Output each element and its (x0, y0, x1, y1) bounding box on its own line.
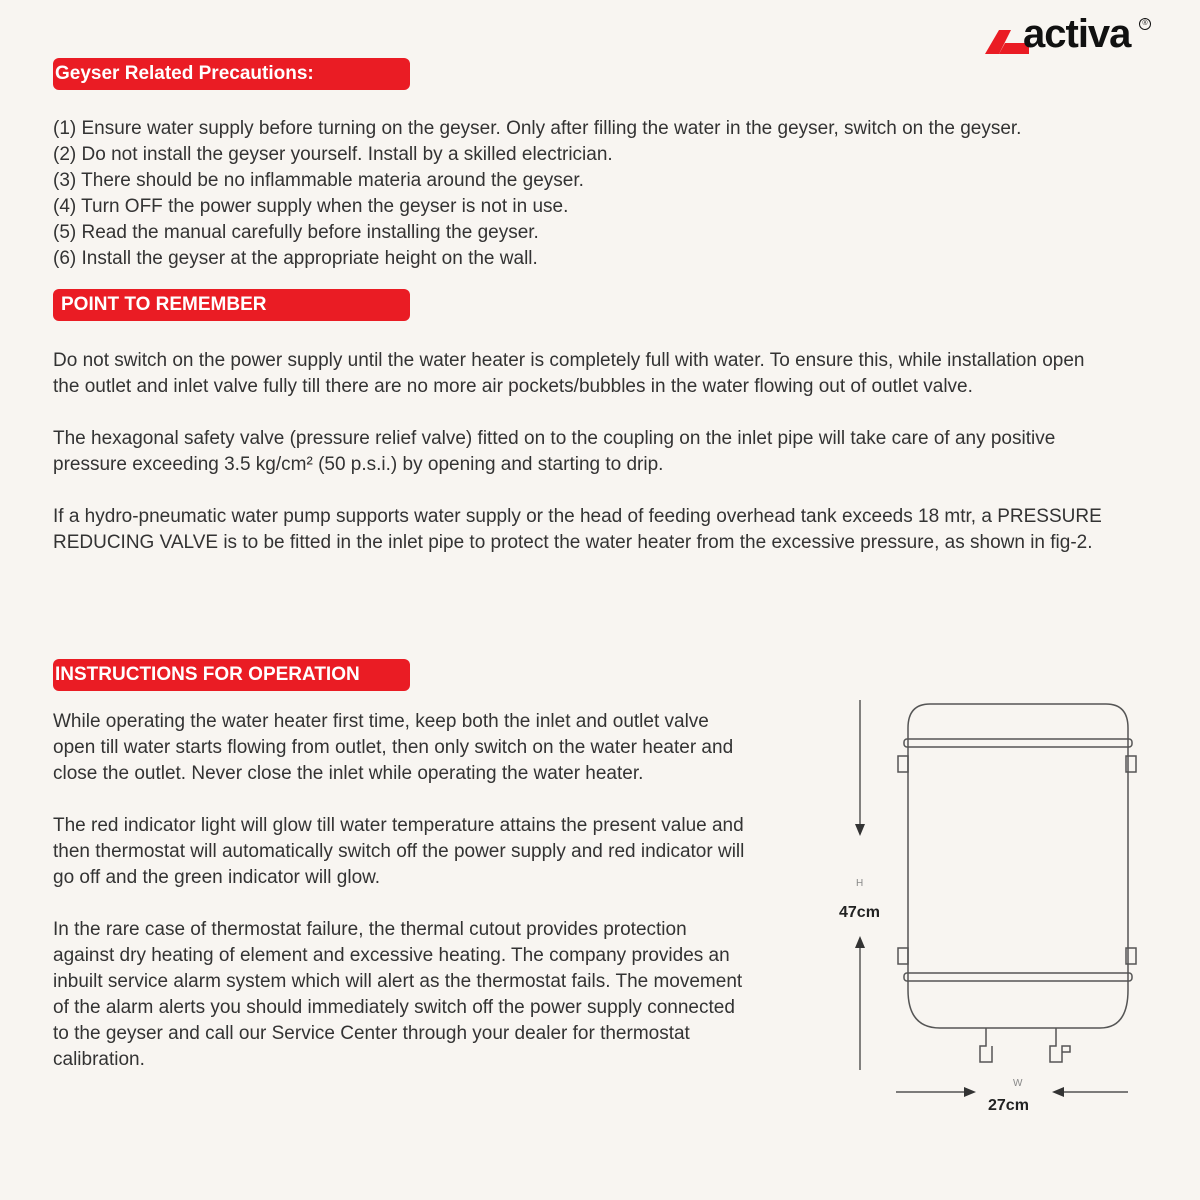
height-value: 47cm (839, 904, 880, 921)
remember-paragraph: Do not switch on the power supply until the water heater is completely full with water. To ensure this, while installation open the outlet and inlet valve fully till there are no more air pockets/bubbles in the water flowing out of outlet valve. (53, 350, 1085, 397)
logo-wordmark: activa (1023, 12, 1131, 56)
brand-logo (985, 12, 1160, 58)
list-item: (3) There should be no inflammable materia around the geyser. (53, 170, 584, 191)
operation-block (53, 709, 748, 1099)
precautions-header (53, 58, 410, 90)
list-item: (5) Read the manual carefully before installing the geyser. (53, 222, 539, 243)
remember-block (53, 348, 1103, 582)
list-item: (6) Install the geyser at the appropriate height on the wall. (53, 248, 538, 269)
geyser-diagram (830, 690, 1160, 1130)
registered-mark: ® (1139, 18, 1151, 30)
remember-header (53, 289, 410, 321)
remember-paragraph: If a hydro-pneumatic water pump supports water supply or the head of feeding overhead tank exceeds 18 mtr, a PRESSURE REDUCING VALVE is to be fitted in the inlet pipe to protect the water heater from the excessive pressure, as shown in fig-2. (53, 506, 1102, 553)
list-item: (1) Ensure water supply before turning on the geyser. Only after filling the water in the geyser, switch on the geyser. (53, 118, 1022, 139)
operation-paragraph: While operating the water heater first time, keep both the inlet and outlet valve open till water starts flowing from outlet, then only switch on the water heater and close the outlet. Never close the inlet while operating the water heater. (53, 711, 734, 784)
precautions-list-block (53, 116, 1021, 272)
height-letter: H (856, 878, 864, 889)
operation-paragraph: In the rare case of thermostat failure, the thermal cutout provides protection against dry heating of element and excessive heating. The company provides an inbuilt service alarm system which will alert as the thermostat fails. The movement of the alarm alerts you should immediately switch off the power supply connected to the geyser and call our Service Center through your dealer for thermostat calibration. (53, 919, 743, 1070)
list-item: (2) Do not install the geyser yourself. Install by a skilled electrician. (53, 144, 613, 165)
list-item: (4) Turn OFF the power supply when the geyser is not in use. (53, 196, 569, 217)
width-letter: W (1013, 1078, 1023, 1089)
operation-title: INSTRUCTIONS FOR OPERATION (55, 664, 360, 685)
operation-paragraph: The red indicator light will glow till water temperature attains the present value and then thermostat will automatically switch off the power supply and red indicator will go off and the green indicator will glow. (53, 815, 745, 888)
width-value: 27cm (988, 1097, 1029, 1114)
precautions-list (53, 116, 1021, 272)
remember-title: POINT TO REMEMBER (61, 294, 267, 315)
precautions-title: Geyser Related Precautions: (55, 63, 314, 84)
remember-paragraph: The hexagonal safety valve (pressure relief valve) fitted on to the coupling on the inlet pipe will take care of any positive pressure exceeding 3.5 kg/cm² (50 p.s.i.) by opening and starting to drip. (53, 428, 1056, 475)
operation-header (53, 659, 410, 691)
